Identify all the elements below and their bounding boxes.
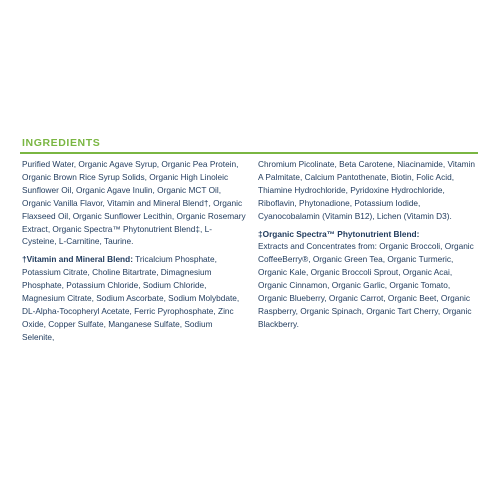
right-column [258, 158, 480, 336]
vitamin-blend-paragraph [22, 253, 246, 343]
vitamin-blend-text: Tricalcium Phosphate, Potassium Citrate, Choline Bitartrate, Dimagnesium Phosphate, Potassium Chloride, Sodium Chloride, Magnesium Citrate, Sodium Ascorbate, Sodium Molybdate, DL-Alpha-Tocopheryl Acetate, Ferric Pyrophosphate, Zinc Oxide, Copper Sulfate, Manganese Sulfate, Sodium Selenite, [22, 254, 240, 342]
spectra-blend-paragraph [258, 228, 480, 331]
spectra-blend-title: ‡Organic Spectra™ Phytonutrient Blend: [258, 228, 420, 239]
spectra-blend-text: Extracts and Concentrates from: Organic Broccoli, Organic CoffeeBerry®, Organic Green Tea, Organic Turmeric, Organic Kale, Organic Broccoli Sprout, Organic Acai, Organic Cinnamon, Organic Garlic, Organic Tomato, Organic Blueberry, Organic Carrot, Organic Beet, Organic Raspberry, Organic Spinach, Organic Tart Cherry, Organic Blackberry. [258, 241, 474, 329]
left-column [22, 158, 246, 349]
vitamin-blend-title: †Vitamin and Mineral Blend: [22, 254, 133, 265]
main-ingredients-text: Purified Water, Organic Agave Syrup, Organic Pea Protein, Organic Brown Rice Syrup Solids, Organic High Linoleic Sunflower Oil, Organic Agave Inulin, Organic MCT Oil, Organic Vanilla Flavor, Vitamin and Mineral Blend†, Organic Flaxseed Oil, Organic Sunflower Lecithin, Organic Rosemary Extract, Organic Spectra™ Phytonutrient Blend‡, L-Cysteine, L-Carnitine, Taurine. [22, 159, 246, 247]
ingredients-heading: INGREDIENTS [22, 137, 101, 149]
heading-divider [20, 152, 478, 154]
vitamin-blend-continued-text: Chromium Picolinate, Beta Carotene, Niacinamide, Vitamin A Palmitate, Calcium Pantothenate, Biotin, Folic Acid, Thiamine Hydrochloride, Pyridoxine Hydrochloride, Riboflavin, Phytonadione, Potassium Iodide, Cyanocobalamin (Vitamin B12), Lichen (Vitamin D3). [258, 159, 476, 221]
